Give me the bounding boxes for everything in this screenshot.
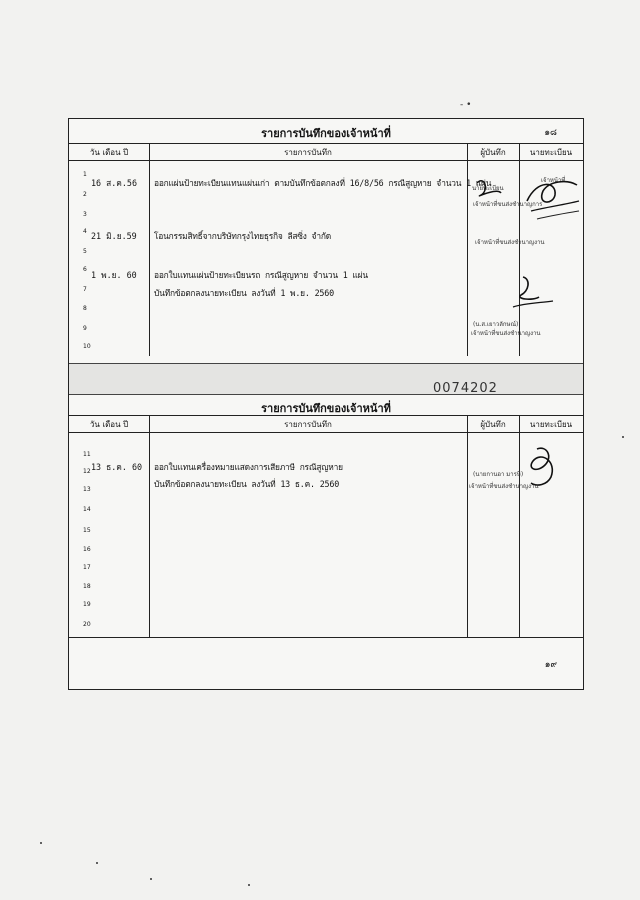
row-number: 19 [83,601,91,608]
header-entry: รายการบันทึก [284,148,332,157]
scan-speck [96,862,98,864]
signer-name: (น.ส.เยาวลักษณ์) [473,321,519,328]
section1-page-number: ๑๘ [544,128,557,138]
scan-speck [150,878,152,880]
row-number: 8 [83,305,87,312]
signer-title: เจ้าหน้าที่ขนส่งชำนาญงาน [471,330,541,337]
row-number: 3 [83,211,87,218]
stamp-label-left: นายทะเบียน [472,185,504,192]
header-registrar: นายทะเบียน [529,148,573,157]
section2-title: รายการบันทึกของเจ้าหน้าที่ [261,402,391,415]
section1-table [69,143,583,356]
record-sheet [68,118,584,690]
entry-date: 13 ธ.ค. 60 [91,462,143,472]
entry-date: 1 พ.ย. 60 [91,270,137,280]
header-date: วัน เดือน ปี [89,420,129,429]
header-entry: รายการบันทึก [284,420,332,429]
row-number: 15 [83,527,91,534]
row-number: 13 [83,486,91,493]
scan-speck [622,436,624,438]
row-number: 16 [83,546,91,553]
section2-bottom-rule [69,637,583,638]
row-number: 2 [83,191,87,198]
entry-text: ออกแผ่นป้ายทะเบียนแทนแผ่นเก่า ตามบันทึกข้อตกลงที่ 16/8/56 กรณีสูญหาย จำนวน 1 แผ่น [154,178,492,188]
row-number: 5 [83,248,87,255]
column-divider [467,415,468,637]
scan-speck [248,884,250,886]
entry-text: ออกใบแทนเครื่องหมายแสดงการเสียภาษี กรณีสูญหาย [154,462,343,472]
row-number: 1 [83,171,87,178]
header-recorder: ผู้บันทึก [480,420,506,429]
handwritten-signature [467,171,583,241]
section2-header-row [69,415,583,433]
entry-text: โอนกรรมสิทธิ์จากบริษัทกรุงไทยธุรกิจ ลีสซิ่ง จำกัด [154,231,332,241]
signer-title: เจ้าหน้าที่ขนส่งชำนาญงาน [469,483,539,490]
header-recorder: ผู้บันทึก [480,148,506,157]
row-number: 12 [83,468,91,475]
official-stamp-text: เจ้าหน้าที่ขนส่งชำนาญการ [473,201,543,208]
scan-band [69,363,583,395]
row-number: 7 [83,286,87,293]
entry-date: 21 มิ.ย.59 [91,231,137,241]
row-number: 18 [83,583,91,590]
signer-name: (นายกานอา มารษี) [473,471,524,478]
row-number: 6 [83,266,87,273]
header-date: วัน เดือน ปี [89,148,129,157]
official-stamp-text: เจ้าหน้าที่ขนส่งชำนาญงาน [475,239,545,246]
section2-table [69,415,583,637]
stamp-label-right: เจ้าหน้าที่ [541,177,566,184]
row-number: 14 [83,506,91,513]
scan-speck [40,842,42,844]
column-divider [149,143,150,356]
row-number: 9 [83,325,87,332]
top-scan-marks: - • [460,100,472,110]
row-number: 10 [83,343,91,350]
row-number: 17 [83,564,91,571]
bottom-page-number: ๑๙ [544,660,557,670]
entry-text: บันทึกข้อตกลงนายทะเบียน ลงวันที่ 13 ธ.ค. 2560 [154,479,340,489]
serial-number-fragment: 0074202 [433,381,498,396]
row-number: 20 [83,621,91,628]
section1-title: รายการบันทึกของเจ้าหน้าที่ [261,127,391,140]
entry-text: บันทึกข้อตกลงนายทะเบียน ลงวันที่ 1 พ.ย. 2560 [154,288,334,298]
row-number: 4 [83,228,87,235]
section1-header-row [69,143,583,161]
column-divider [149,415,150,637]
entry-text: ออกใบแทนแผ่นป้ายทะเบียนรถ กรณีสูญหาย จำนวน 1 แผ่น [154,270,368,280]
entry-date: 16 ส.ค.56 [91,178,138,188]
handwritten-signature [509,273,559,313]
header-registrar: นายทะเบียน [529,420,573,429]
row-number: 11 [83,451,91,458]
